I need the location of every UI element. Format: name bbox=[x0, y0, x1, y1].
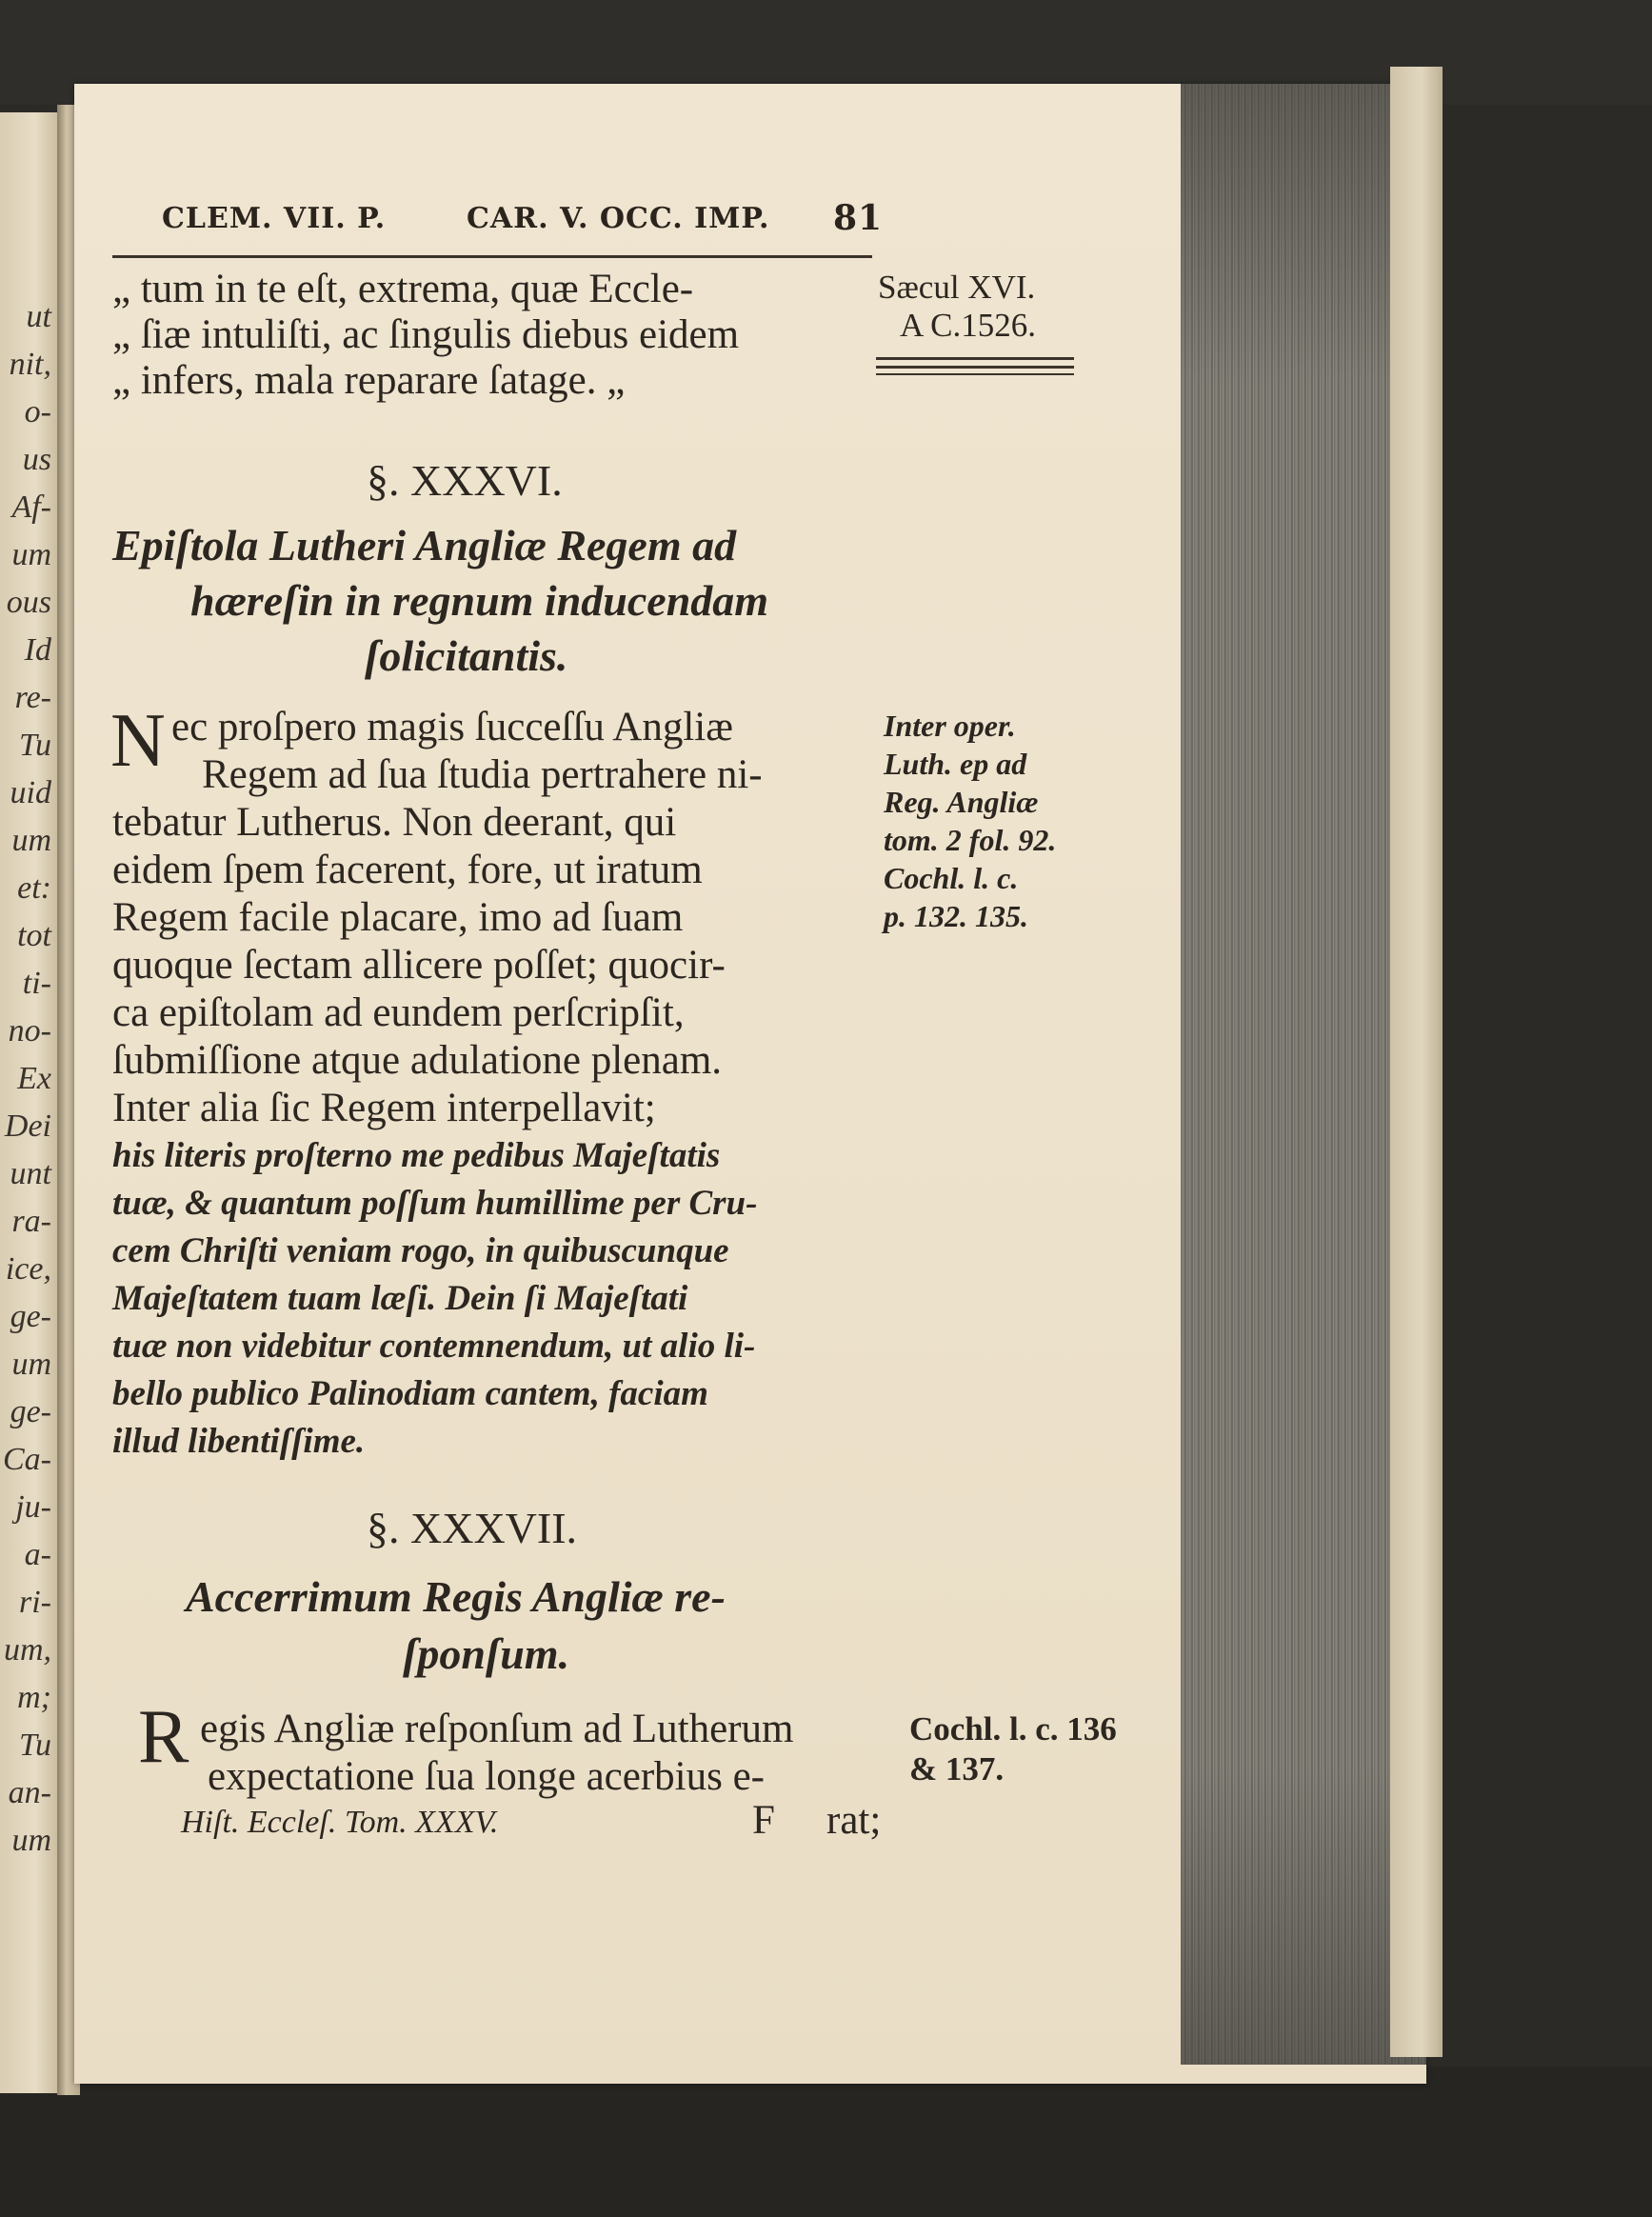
left-page-fragment: ri- bbox=[19, 1585, 51, 1620]
section-37-number: §. XXXVII. bbox=[367, 1504, 578, 1552]
section-36-body-line: Regem facile placare, imo ad ſuam bbox=[112, 895, 684, 940]
book-cover-edge bbox=[1390, 67, 1443, 2057]
header-emperor: CAR. V. OCC. IMP. bbox=[467, 202, 770, 235]
background-bottom bbox=[0, 2067, 1652, 2217]
footer-catchword: rat; bbox=[826, 1798, 882, 1843]
intro-line-1: „ tum in te eſt, extrema, quæ Eccle- bbox=[112, 267, 694, 311]
footer-signature: Hiſt. Eccleſ. Tom. XXXV. bbox=[181, 1805, 499, 1840]
left-page-fragment: uid bbox=[10, 775, 51, 810]
header-pope: CLEM. VII. P. bbox=[162, 202, 387, 235]
section-37-title-1: Accerrimum Regis Angliæ re- bbox=[186, 1572, 726, 1621]
left-page-fragment: unt bbox=[10, 1156, 51, 1191]
section-36-title-3: ſolicitantis. bbox=[365, 631, 568, 680]
left-page-fragment: ge- bbox=[10, 1394, 51, 1429]
left-page-fragment: um, bbox=[3, 1632, 51, 1668]
left-page-fragment: um bbox=[11, 823, 51, 858]
left-page-fragment: ous bbox=[6, 585, 51, 620]
section-36-body-line: ca epiſtolam ad eundem perſcripſit, bbox=[112, 990, 685, 1035]
left-page-fragment: Af- bbox=[11, 489, 51, 525]
section-36-margin-note: tom. 2 fol. 92. bbox=[884, 823, 1057, 857]
section-36-quote-line: cem Chriſti veniam rogo, in quibuscunque bbox=[112, 1231, 729, 1270]
left-page-fragment: nit, bbox=[9, 347, 51, 382]
section-36-line-2: Regem ad ſua ſtudia pertrahere ni- bbox=[202, 752, 763, 797]
section-37-note-2: & 137. bbox=[909, 1750, 1005, 1788]
section-36-line-1: ec proſpero magis ſucceſſu Angliæ bbox=[171, 705, 733, 749]
section-36-dropcap: N bbox=[110, 699, 166, 783]
section-36-quote-line: Majeſtatem tuam læſi. Dein ſi Majeſtati bbox=[112, 1279, 688, 1318]
left-page-fragments bbox=[0, 293, 55, 1865]
margin-year: A C.1526. bbox=[900, 307, 1036, 344]
left-page-fragment: um bbox=[11, 1823, 51, 1858]
section-36-quote-line: illud libentiſſime. bbox=[112, 1422, 366, 1461]
section-37-title-2: ſponſum. bbox=[403, 1629, 570, 1678]
section-36-body-line: eidem ſpem facerent, fore, ut iratum bbox=[112, 848, 703, 892]
left-page-fragment: us bbox=[22, 442, 51, 477]
left-page-fragment: um bbox=[11, 1347, 51, 1382]
left-page-fragment: Id bbox=[24, 632, 51, 668]
section-37-line-2: expectatione ſua longe acerbius e- bbox=[208, 1754, 765, 1799]
section-37-note-1: Cochl. l. c. 136 bbox=[909, 1710, 1117, 1748]
left-page-fragment: et: bbox=[17, 870, 51, 906]
footer-signature-mark: F bbox=[752, 1798, 775, 1843]
section-36-quote-line: tuæ, & quantum poſſum humillime per Cru- bbox=[112, 1184, 758, 1223]
left-page-fragment: m; bbox=[17, 1680, 51, 1715]
intro-line-3: „ infers, mala reparare ſatage. „ bbox=[112, 358, 626, 403]
section-36-quote-line: bello publico Palinodiam cantem, faciam bbox=[112, 1374, 708, 1413]
left-page-fragment: um bbox=[11, 537, 51, 572]
left-page-fragment: re- bbox=[14, 680, 51, 715]
section-36-margin-note: p. 132. 135. bbox=[884, 899, 1028, 933]
section-36-margin-note: Inter oper. bbox=[884, 709, 1016, 743]
left-page-fragment: o- bbox=[24, 394, 51, 429]
left-page-fragment: an- bbox=[8, 1775, 51, 1810]
left-facing-page bbox=[0, 112, 59, 2093]
section-36-margin-note: Luth. ep ad bbox=[884, 747, 1027, 781]
margin-rule-2 bbox=[876, 366, 1074, 369]
left-page-fragment: Dei bbox=[4, 1108, 51, 1144]
section-36-body-line: quoque ſectam allicere poſſet; quocir- bbox=[112, 943, 726, 988]
margin-rule-1 bbox=[876, 357, 1074, 360]
section-37-line-1: egis Angliæ reſponſum ad Lutherum bbox=[200, 1707, 794, 1751]
section-36-body-line: tebatur Lutherus. Non deerant, qui bbox=[112, 800, 677, 845]
page-number: 81 bbox=[833, 198, 884, 238]
section-36-margin-note: Cochl. l. c. bbox=[884, 861, 1019, 895]
left-page-fragment: a- bbox=[24, 1537, 51, 1572]
left-page-fragment: ut bbox=[26, 299, 51, 334]
left-page-fragment: no- bbox=[8, 1013, 51, 1049]
section-36-margin-note: Reg. Angliæ bbox=[884, 785, 1039, 819]
left-page-fragment: Tu bbox=[18, 728, 51, 763]
section-36-body-line: Inter alia ſic Regem interpellavit; bbox=[112, 1086, 656, 1130]
section-36-number: §. XXXVI. bbox=[367, 456, 563, 505]
left-page-fragment: Tu bbox=[18, 1728, 51, 1763]
section-36-quote-line: his literis proſterno me pedibus Majeſtatis bbox=[112, 1136, 721, 1175]
margin-rule-3 bbox=[876, 373, 1074, 375]
intro-line-2: „ ſiæ intuliſti, ac ſingulis diebus eidem bbox=[112, 312, 740, 357]
left-page-fragment: Ex bbox=[17, 1061, 51, 1096]
left-page-fragment: ge- bbox=[10, 1299, 51, 1334]
left-page-fragment: ice, bbox=[5, 1251, 51, 1287]
left-page-fragment: ti- bbox=[22, 966, 51, 1001]
section-36-quote-line: tuæ non videbitur contemnendum, ut alio li- bbox=[112, 1327, 756, 1366]
left-page-fragment: ju- bbox=[15, 1489, 51, 1525]
section-36-title-1: Epiſtola Lutheri Angliæ Regem ad bbox=[112, 521, 737, 569]
header-rule bbox=[112, 255, 872, 258]
section-37-dropcap: R bbox=[138, 1695, 189, 1779]
section-36-body-line: ſubmiſſione atque adulatione plenam. bbox=[112, 1038, 723, 1083]
left-page-fragment: tot bbox=[17, 918, 51, 953]
section-36-title-2: hæreſin in regnum inducendam bbox=[190, 576, 769, 625]
left-page-fragment: ra- bbox=[11, 1204, 51, 1239]
left-page-fragment: Ca- bbox=[3, 1442, 51, 1477]
margin-century: Sæcul XVI. bbox=[878, 269, 1036, 306]
